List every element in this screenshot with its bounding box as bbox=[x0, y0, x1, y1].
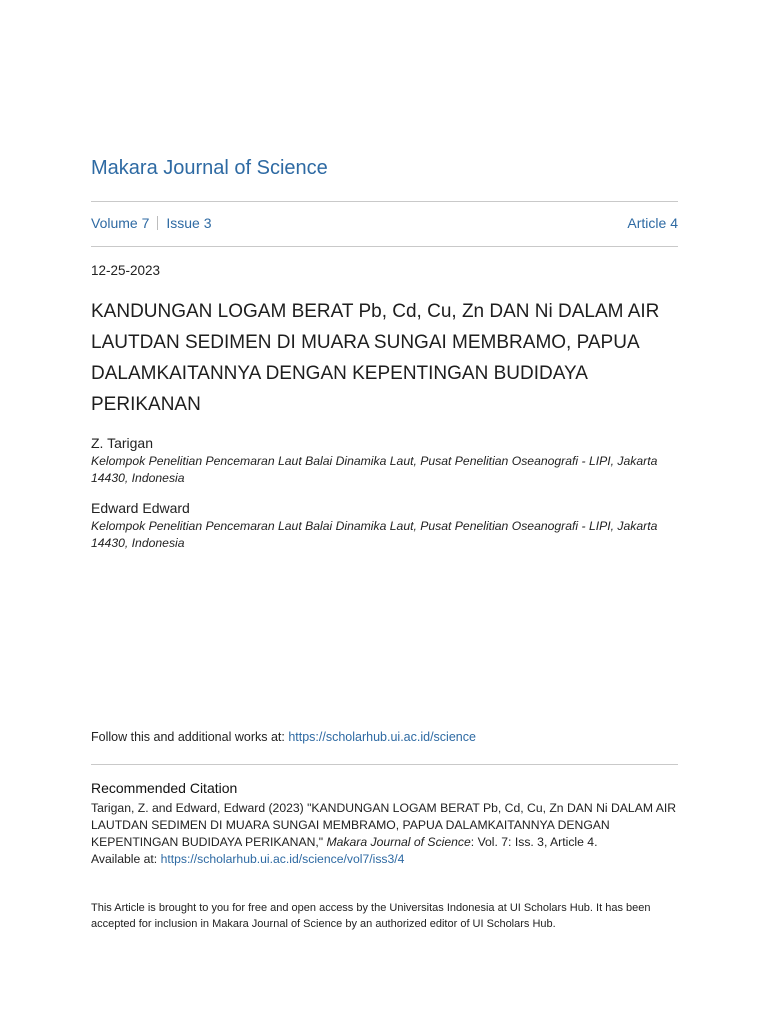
issue-bar bbox=[91, 214, 678, 232]
article-link[interactable]: Article 4 bbox=[627, 215, 678, 231]
divider-citation bbox=[91, 764, 678, 765]
divider-issue bbox=[91, 246, 678, 247]
publication-date: 12-25-2023 bbox=[91, 263, 161, 278]
citation-journal: Makara Journal of Science bbox=[326, 835, 471, 849]
access-note: This Article is brought to you for free and open access by the Universitas Indonesia at UI Scholars Hub. It has been accepted for inclusion in Makara Journal of Science by an authorized editor of UI Scholars Hub. bbox=[91, 902, 651, 930]
citation-volume: : Vol. 7: Iss. 3, Article 4. bbox=[470, 835, 598, 849]
article-title: KANDUNGAN LOGAM BERAT Pb, Cd, Cu, Zn DAN Ni DALAM AIR LAUTDAN SEDIMEN DI MUARA SUNGAI MEMBRAMO, PAPUA DALAMKAITANNYA DENGAN KEPENTINGAN BUDIDAYA PERIKANAN bbox=[91, 301, 660, 415]
citation-text bbox=[91, 800, 678, 868]
citation-body: Tarigan, Z. and Edward, Edward (2023) "KANDUNGAN LOGAM BERAT Pb, Cd, Cu, Zn DAN Ni DALAM AIR LAUTDAN SEDIMEN DI MUARA SUNGAI MEMBRAMO, PAPUA DALAMKAITANNYA DENGAN KEPENTINGAN BUDIDAYA PERIKANAN," bbox=[91, 801, 677, 849]
issue-link[interactable]: Issue 3 bbox=[166, 215, 212, 231]
recommended-citation-heading: Recommended Citation bbox=[91, 780, 238, 796]
divider-top bbox=[91, 201, 678, 202]
author-block bbox=[91, 434, 678, 487]
author-name: Edward Edward bbox=[91, 500, 190, 516]
follow-line bbox=[91, 730, 476, 744]
follow-link[interactable]: https://scholarhub.ui.ac.id/science bbox=[288, 730, 476, 744]
journal-title-link[interactable]: Makara Journal of Science bbox=[91, 157, 328, 179]
author-name: Z. Tarigan bbox=[91, 435, 153, 451]
author-affiliation: Kelompok Penelitian Pencemaran Laut Balai Dinamika Laut, Pusat Penelitian Oseanografi - LIPI, Jakarta 14430, Indonesia bbox=[91, 454, 658, 485]
issue-separator bbox=[157, 216, 158, 230]
available-link[interactable]: https://scholarhub.ui.ac.id/science/vol7/iss3/4 bbox=[160, 852, 405, 866]
available-label: Available at: bbox=[91, 852, 161, 866]
follow-label: Follow this and additional works at: bbox=[91, 730, 289, 744]
author-block bbox=[91, 499, 678, 552]
author-affiliation: Kelompok Penelitian Pencemaran Laut Balai Dinamika Laut, Pusat Penelitian Oseanografi - LIPI, Jakarta 14430, Indonesia bbox=[91, 519, 658, 550]
cover-page bbox=[91, 0, 678, 1024]
volume-link[interactable]: Volume 7 bbox=[91, 215, 150, 231]
